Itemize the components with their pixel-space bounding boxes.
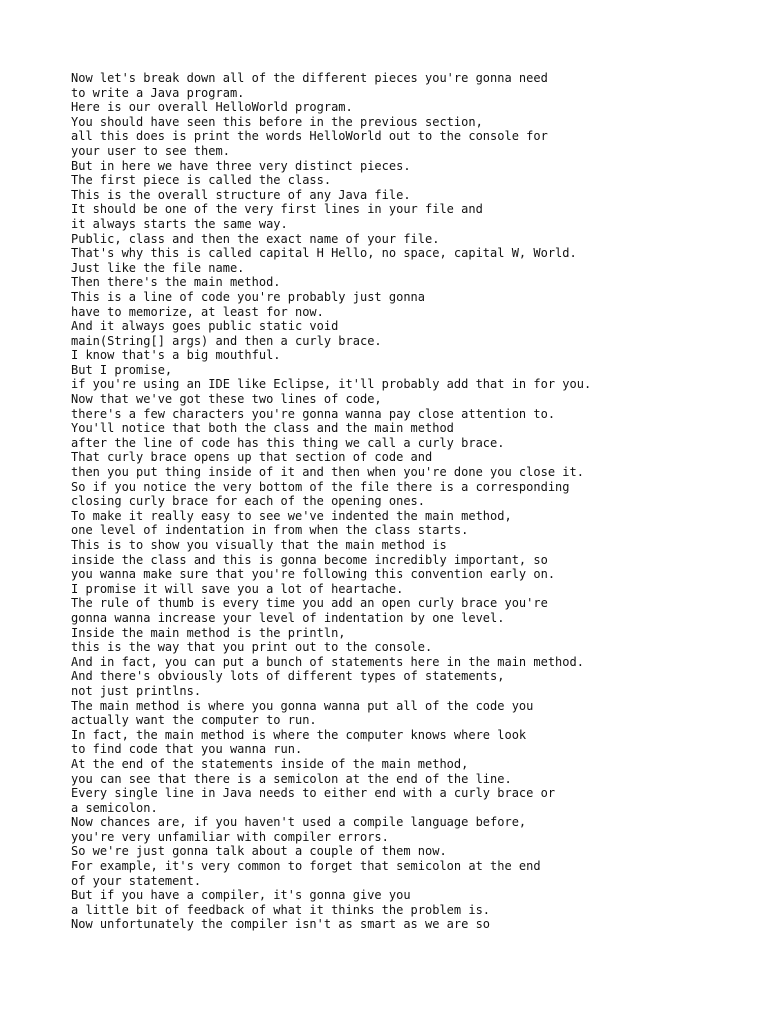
text-line: Now chances are, if you haven't used a compile language before,: [71, 815, 527, 830]
text-line: It should be one of the very first lines in your file and: [71, 202, 483, 217]
text-line: one level of indentation in from when the class starts.: [71, 523, 469, 538]
text-line: The rule of thumb is every time you add an open curly brace you're: [71, 596, 548, 611]
text-line: there's a few characters you're gonna wanna pay close attention to.: [71, 406, 556, 421]
text-line: it always starts the same way.: [71, 216, 288, 231]
text-line: You should have seen this before in the previous section,: [71, 114, 483, 129]
text-line: you're very unfamiliar with compiler errors.: [71, 829, 389, 844]
text-line: Just like the file name.: [71, 260, 245, 275]
text-line: This is to show you visually that the main method is: [71, 538, 447, 552]
text-line: you wanna make sure that you're following this convention early on.: [71, 567, 556, 582]
text-line: to find code that you wanna run.: [71, 742, 303, 757]
text-line: if you're using an IDE like Eclipse, it'll probably add that in for you.: [71, 377, 592, 392]
text-line: to write a Java program.: [71, 85, 245, 100]
text-line: main(String[] args) and then a curly brace.: [71, 333, 382, 348]
text-line: I promise it will save you a lot of heartache.: [71, 581, 404, 596]
text-line: a little bit of feedback of what it thinks the problem is.: [71, 902, 491, 917]
text-line: But in here we have three very distinct pieces.: [71, 158, 411, 173]
text-line: This is a line of code you're probably just gonna: [71, 289, 426, 304]
text-line: Here is our overall HelloWorld program.: [71, 100, 353, 115]
text-line: Public, class and then the exact name of your file.: [71, 231, 440, 246]
text-line: this is the way that you print out to the console.: [71, 640, 433, 655]
text-line: At the end of the statements inside of the main method,: [71, 756, 469, 771]
text-line: This is the overall structure of any Java file.: [71, 187, 411, 202]
text-line: all this does is print the words HelloWorld out to the console for: [71, 129, 548, 144]
text-line: So we're just gonna talk about a couple of them now.: [71, 844, 447, 859]
text-line: inside the class and this is gonna become incredibly important, so: [71, 552, 548, 567]
text-line: Inside the main method is the println,: [71, 625, 346, 640]
text-line: But I promise,: [71, 362, 173, 377]
text-line: Every single line in Java needs to either end with a curly brace or: [71, 786, 556, 801]
text-line: I know that's a big mouthful.: [71, 348, 281, 363]
text-line: And it always goes public static void: [71, 319, 339, 334]
text-line: That curly brace opens up that section of code and: [71, 450, 433, 465]
text-line: So if you notice the very bottom of the file there is a corresponding: [71, 479, 570, 494]
text-line: have to memorize, at least for now.: [71, 304, 324, 319]
text-line: after the line of code has this thing we call a curly brace.: [71, 435, 505, 450]
text-line: actually want the computer to run.: [71, 713, 317, 728]
text-line: That's why this is called capital H Hello, no space, capital W, World.: [71, 246, 577, 261]
text-line: And in fact, you can put a bunch of statements here in the main method.: [71, 654, 584, 669]
text-line: For example, it's very common to forget that semicolon at the end: [71, 859, 541, 874]
text-line: not just printlns.: [71, 683, 202, 698]
text-line: The main method is where you gonna wanna put all of the code you: [71, 698, 534, 713]
text-line: The first piece is called the class.: [71, 173, 332, 188]
text-line: And there's obviously lots of different types of statements,: [71, 669, 505, 684]
text-line: of your statement.: [71, 873, 202, 888]
text-line: But if you have a compiler, it's gonna give you: [71, 888, 411, 903]
text-line: then you put thing inside of it and then when you're done you close it.: [71, 465, 584, 480]
text-line: closing curly brace for each of the opening ones.: [71, 494, 426, 509]
text-line: gonna wanna increase your level of indentation by one level.: [71, 610, 505, 625]
text-line: Now that we've got these two lines of code,: [71, 392, 382, 407]
text-line: you can see that there is a semicolon at the end of the line.: [71, 771, 512, 786]
text-line: To make it really easy to see we've indented the main method,: [71, 508, 512, 523]
text-line: Then there's the main method.: [71, 275, 281, 290]
transcript-text: [71, 71, 751, 932]
text-line: You'll notice that both the class and the main method: [71, 421, 454, 436]
text-line: Now let's break down all of the different pieces you're gonna need: [71, 71, 548, 85]
text-line: your user to see them.: [71, 143, 230, 158]
text-line: In fact, the main method is where the computer knows where look: [71, 727, 527, 742]
text-line: a semicolon.: [71, 800, 158, 815]
text-line: Now unfortunately the compiler isn't as smart as we are so: [71, 917, 491, 932]
